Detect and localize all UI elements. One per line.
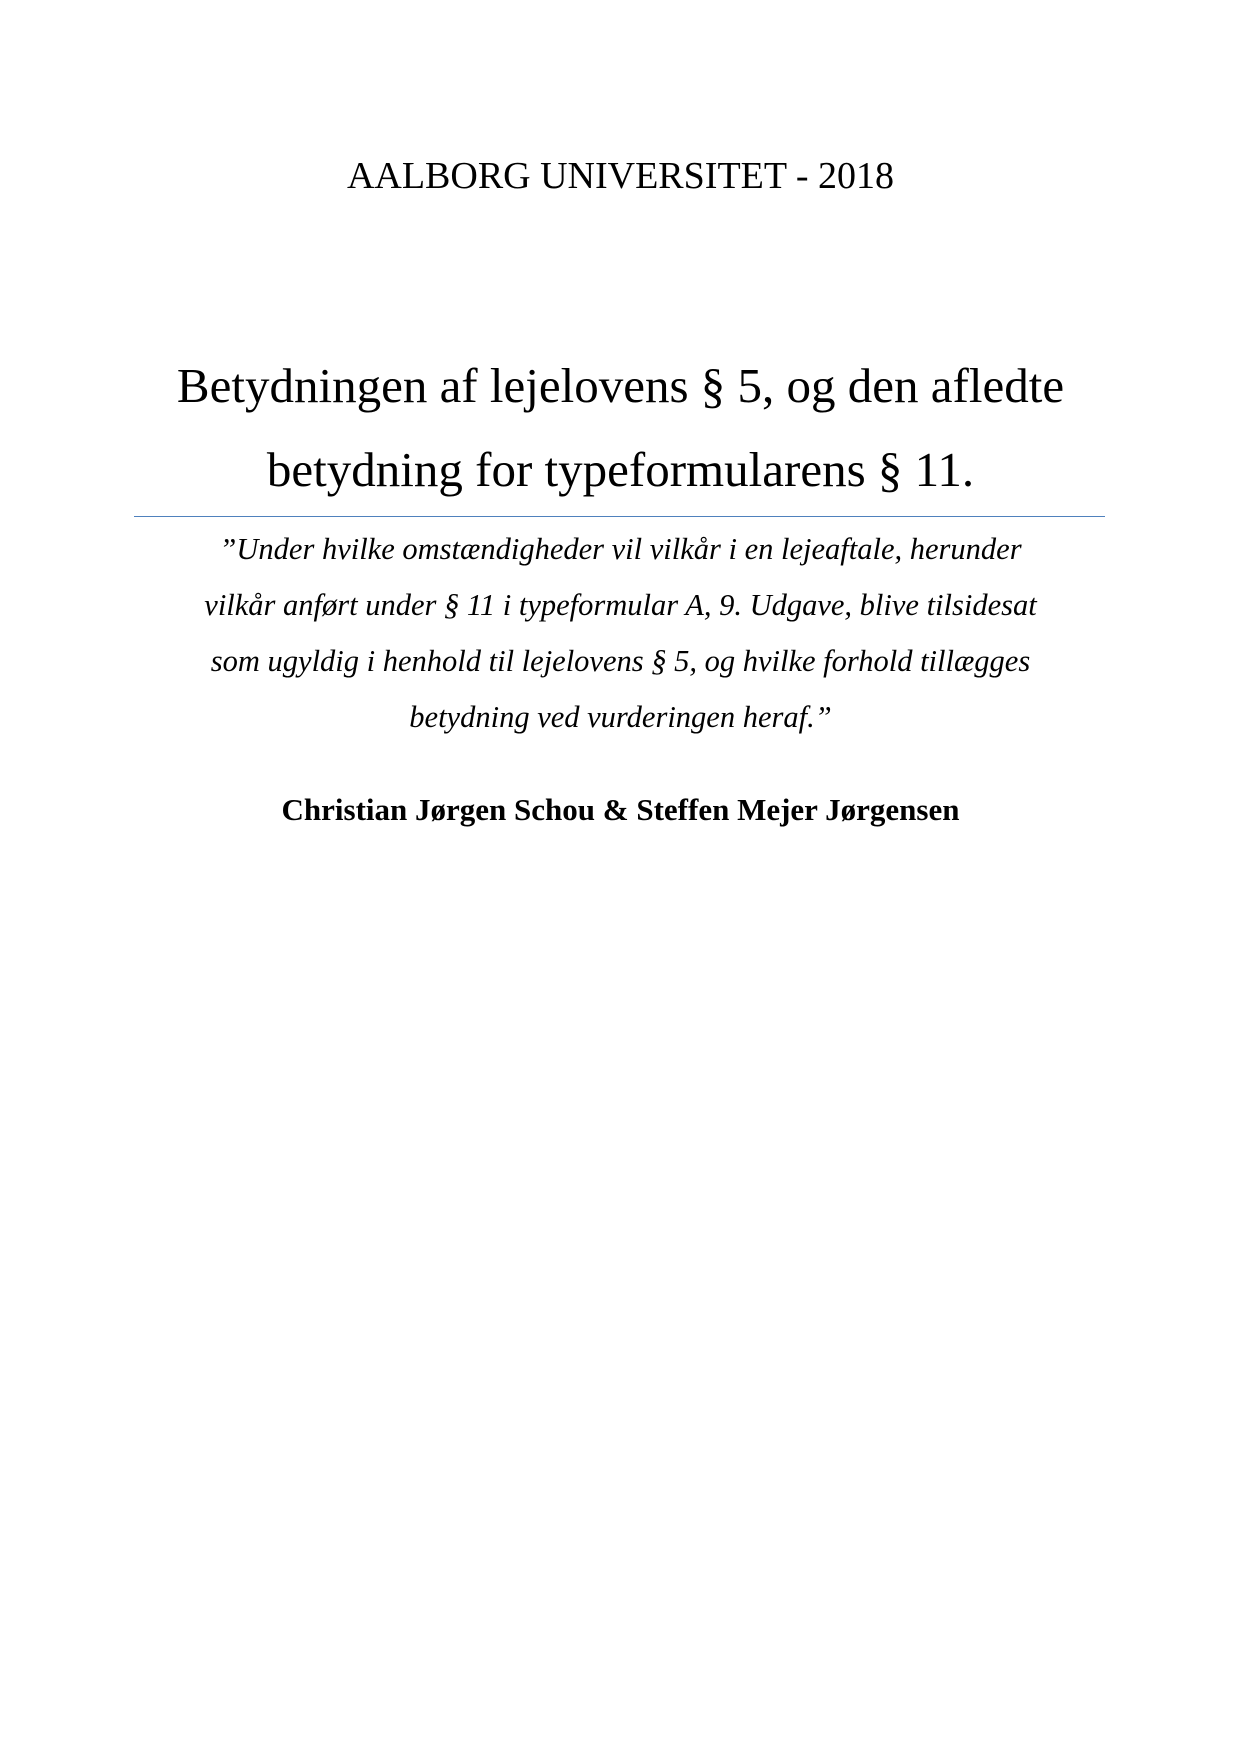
thesis-title-line-2: betydning for typeformularens § 11. <box>266 442 975 497</box>
research-question-line-1: ”Under hvilke omstændigheder vil vilkår i en lejeaftale, herunder <box>219 532 1022 566</box>
thesis-title <box>120 344 1121 512</box>
research-question-line-3: som ugyldig i henhold til lejelovens § 5, og hvilke forhold tillægges <box>210 644 1031 678</box>
university-year-heading: AALBORG UNIVERSITET - 2018 <box>346 155 895 197</box>
title-divider <box>134 516 1105 517</box>
research-question-line-4: betydning ved vurderingen heraf.” <box>409 700 832 734</box>
research-question-line-2: vilkår anført under § 11 i typeformular A, 9. Udgave, blive tilsidesat <box>204 588 1037 622</box>
research-question <box>120 521 1121 745</box>
authors: Christian Jørgen Schou & Steffen Mejer Jørgensen <box>281 792 960 827</box>
thesis-title-line-1: Betydningen af lejelovens § 5, og den afledte <box>176 358 1065 413</box>
